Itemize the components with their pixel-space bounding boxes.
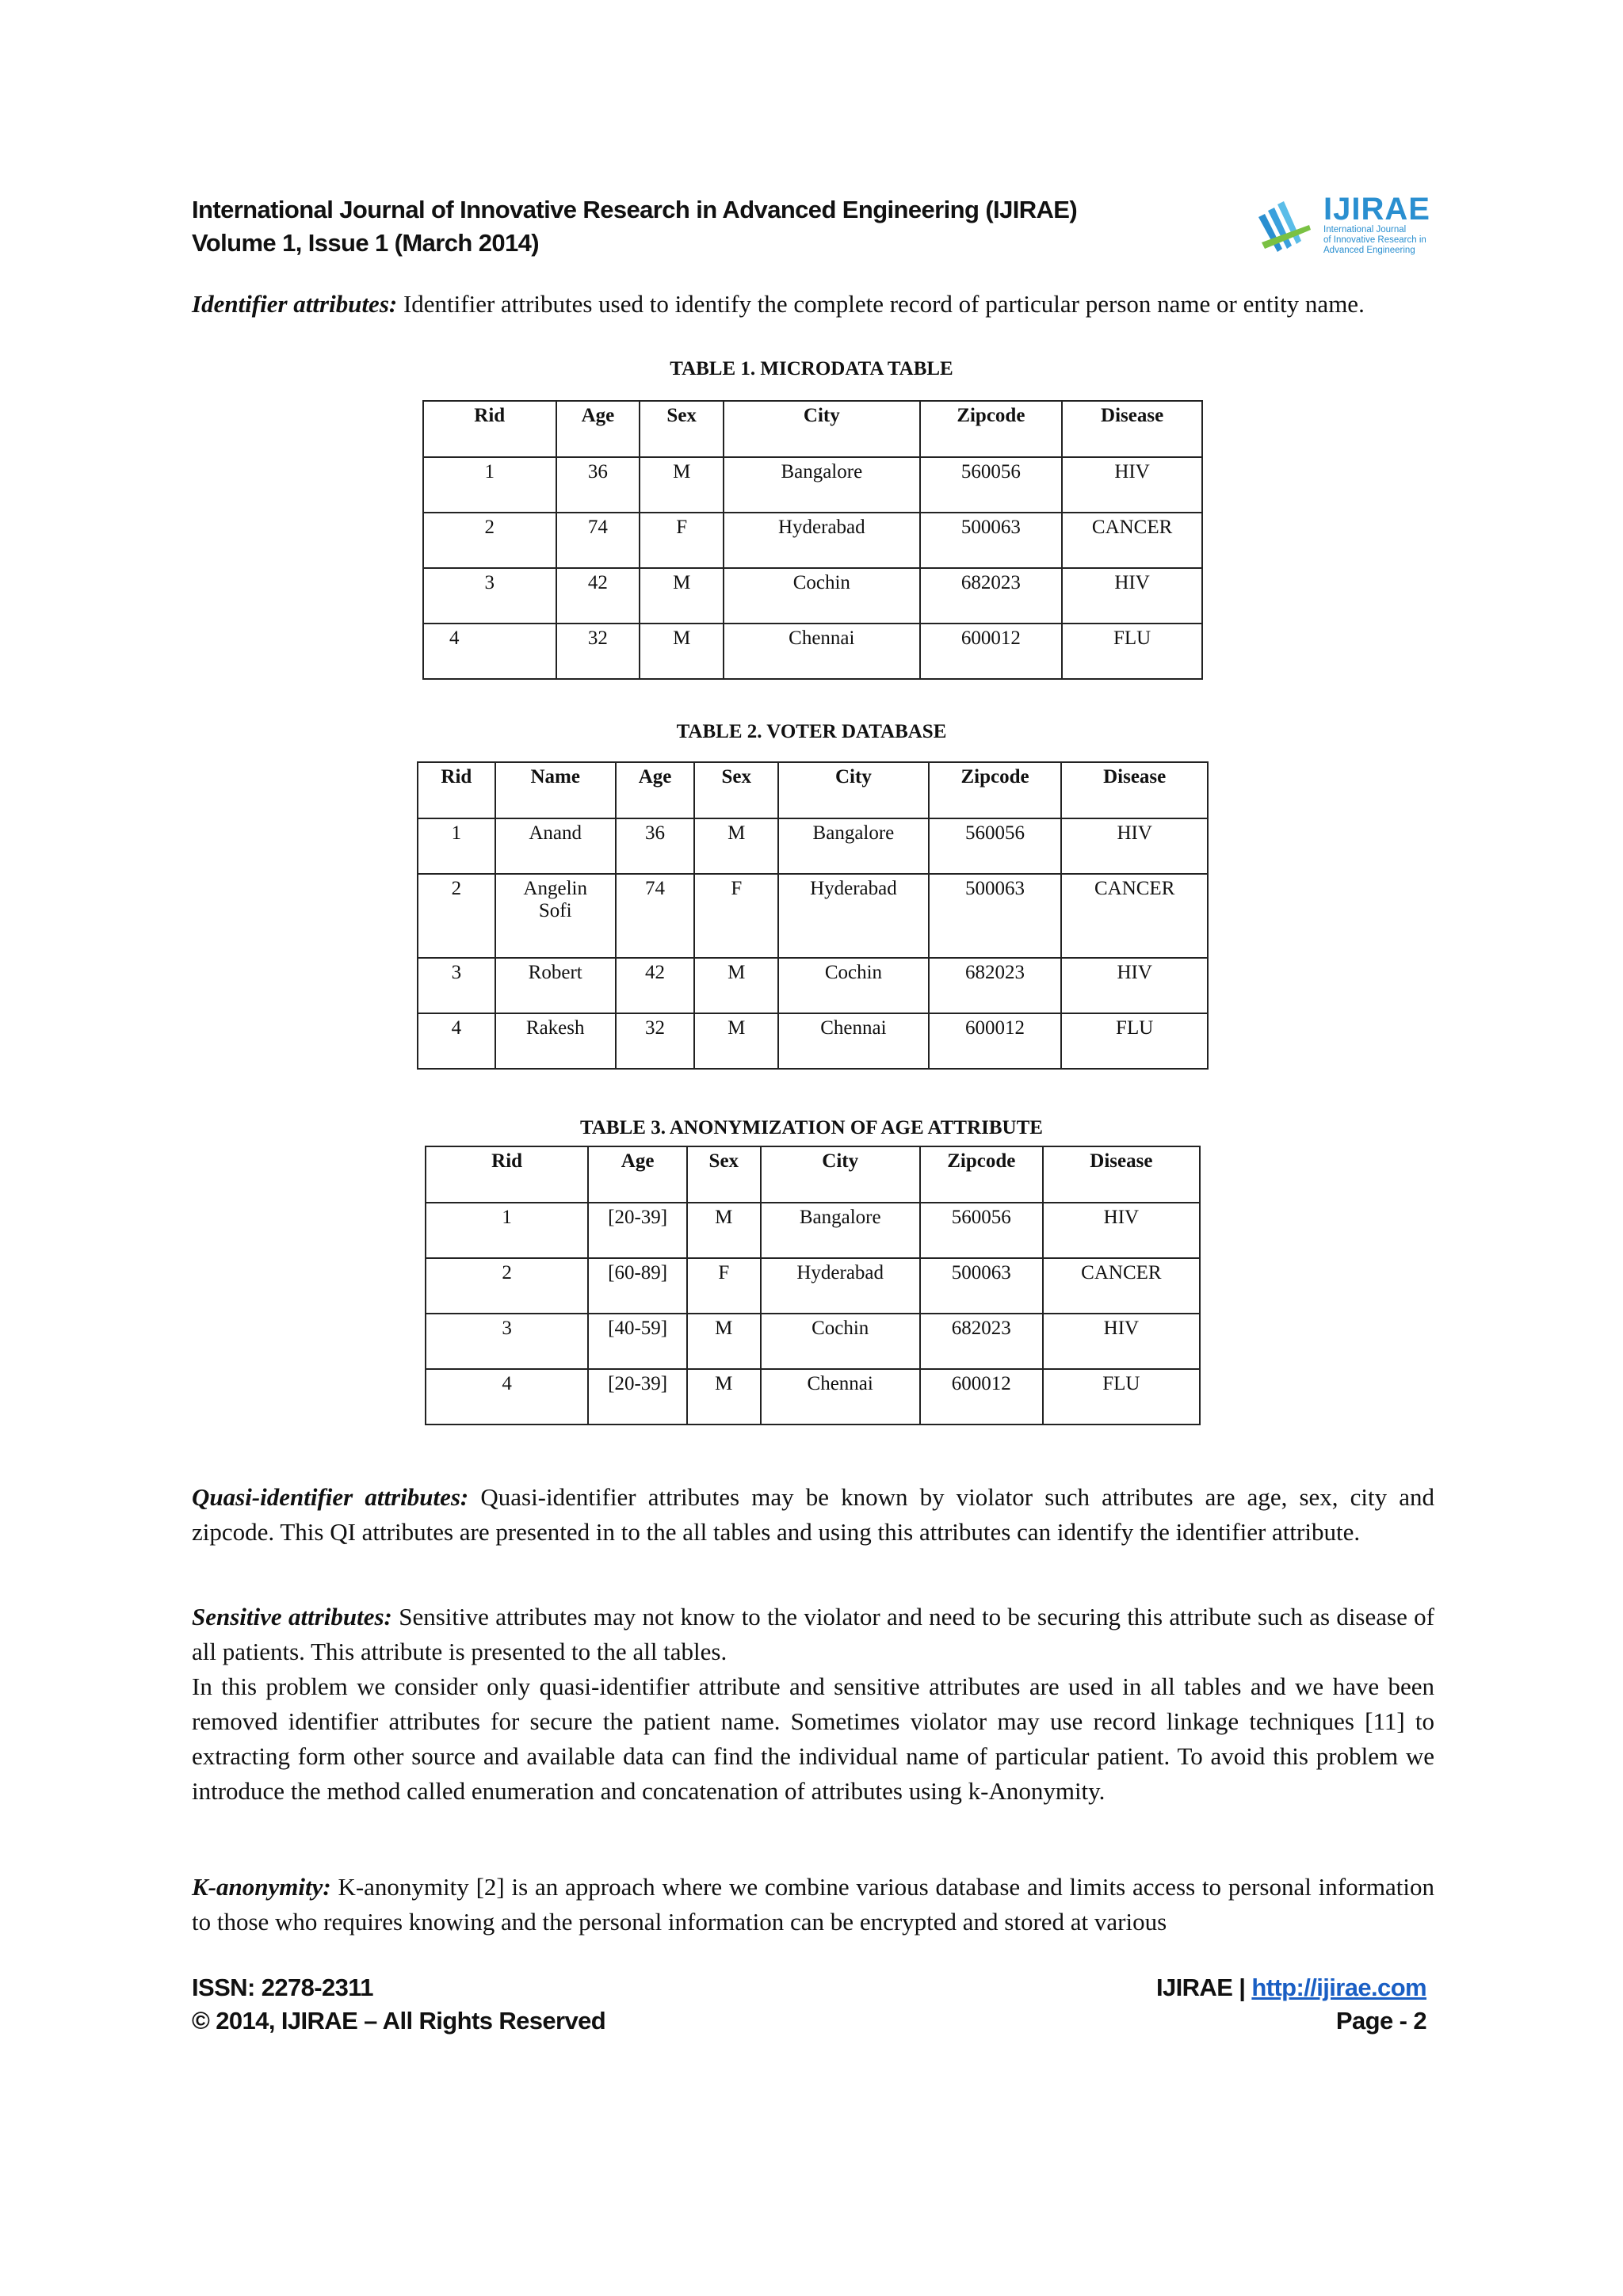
table-cell: 682023 <box>929 958 1062 1013</box>
table-cell: Rakesh <box>495 1013 616 1069</box>
table-cell: M <box>694 818 778 874</box>
table-cell: 500063 <box>929 874 1062 958</box>
table-cell: 1 <box>426 1203 588 1258</box>
table-cell: [20-39] <box>588 1369 687 1425</box>
sensitive-attributes-text: Sensitive attributes may not know to the violator and need to be securing this attribute such as disease of all patients. This attribute is presented to the all tables. <box>192 1603 1434 1665</box>
table-cell: Bangalore <box>778 818 929 874</box>
table-cell: 32 <box>616 1013 695 1069</box>
website-link[interactable]: http://ijirae.com <box>1251 1974 1426 2001</box>
table-row <box>423 624 1202 679</box>
identifier-attributes-paragraph <box>192 287 1434 322</box>
table-cell: Bangalore <box>761 1203 920 1258</box>
table-cell: M <box>687 1203 761 1258</box>
table-cell: CANCER <box>1043 1258 1200 1314</box>
column-header: Disease <box>1061 762 1208 818</box>
table-cell: M <box>687 1369 761 1425</box>
table-cell: F <box>687 1258 761 1314</box>
table-cell: CANCER <box>1061 874 1208 958</box>
table-cell: 4 <box>418 1013 495 1069</box>
table-cell: FLU <box>1043 1369 1200 1425</box>
table2-caption: TABLE 2. VOTER DATABASE <box>676 721 947 742</box>
table-cell: FLU <box>1061 1013 1208 1069</box>
table-cell: HIV <box>1061 958 1208 1013</box>
table-header-row <box>426 1146 1200 1203</box>
issn: ISSN: 2278-2311 <box>192 1974 373 2001</box>
quasi-identifier-text: Quasi-identifier attributes may be known by violator such attributes are age, sex, city and zipcode. This QI attributes are presented in to the all tables and using this attributes can identify the identifier attribute. <box>192 1483 1434 1546</box>
column-header: Sex <box>694 762 778 818</box>
table-cell: Cochin <box>724 568 919 624</box>
table-cell: HIV <box>1062 457 1202 513</box>
table-row <box>426 1314 1200 1369</box>
table-cell: CANCER <box>1062 513 1202 568</box>
table-cell: 3 <box>423 568 556 624</box>
table-cell: F <box>640 513 724 568</box>
table-row <box>423 457 1202 513</box>
k-anonymity-paragraph <box>192 1870 1434 1939</box>
column-header: Rid <box>423 401 556 457</box>
table-cell: Hyderabad <box>778 874 929 958</box>
column-header: City <box>778 762 929 818</box>
page-number: Page - 2 <box>1335 2007 1426 2035</box>
problem-statement-text: In this problem we consider only quasi-identifier attribute and sensitive attributes are used in all tables and we have been removed identifier attributes for secure the patient name. Sometimes violator may use record linkage techniques [11] to extracting form other source and available data can find the individual name of particular patient. To avoid this problem we introduce the method called enumeration and concatenation of attributes using k-Anonymity. <box>192 1672 1434 1805</box>
table-cell: M <box>640 624 724 679</box>
logo-subtitle-1: International Journal <box>1323 225 1407 235</box>
journal-logo <box>1254 193 1436 260</box>
table-cell: FLU <box>1062 624 1202 679</box>
table-cell: 74 <box>556 513 640 568</box>
sensitive-attributes-label: Sensitive attributes: <box>192 1603 392 1630</box>
column-header: City <box>724 401 919 457</box>
identifier-attributes-text: Identifier attributes used to identify the complete record of particular person name or entity name. <box>397 290 1365 318</box>
table-cell: Hyderabad <box>761 1258 920 1314</box>
table-cell: [20-39] <box>588 1203 687 1258</box>
microdata-table <box>422 400 1203 680</box>
table-cell: F <box>694 874 778 958</box>
table-cell: 36 <box>556 457 640 513</box>
table-cell: 74 <box>616 874 695 958</box>
table-cell: 3 <box>418 958 495 1013</box>
table-cell: 42 <box>616 958 695 1013</box>
table-cell: Cochin <box>761 1314 920 1369</box>
table-cell: Robert <box>495 958 616 1013</box>
table-row <box>418 818 1208 874</box>
table1-caption: TABLE 1. MICRODATA TABLE <box>670 358 953 379</box>
quasi-identifier-label: Quasi-identifier attributes: <box>192 1483 469 1511</box>
logo-swoosh-icon <box>1254 193 1325 260</box>
table-cell: 560056 <box>929 818 1062 874</box>
table-row <box>426 1203 1200 1258</box>
table-cell: 682023 <box>920 1314 1043 1369</box>
table-row <box>418 874 1208 958</box>
k-anonymity-label: K-anonymity: <box>192 1873 331 1901</box>
table-cell: 2 <box>426 1258 588 1314</box>
column-header: Sex <box>640 401 724 457</box>
column-header: City <box>761 1146 920 1203</box>
column-header: Zipcode <box>920 1146 1043 1203</box>
voter-database-table <box>417 761 1209 1070</box>
table-row <box>418 958 1208 1013</box>
table-cell: Bangalore <box>724 457 919 513</box>
table-cell: HIV <box>1043 1314 1200 1369</box>
logo-text: IJIRAE <box>1323 192 1430 227</box>
table-cell: 2 <box>418 874 495 958</box>
table-cell: Chennai <box>778 1013 929 1069</box>
table-cell: 500063 <box>920 1258 1043 1314</box>
table-cell: [60-89] <box>588 1258 687 1314</box>
table-header-row <box>423 401 1202 457</box>
k-anonymity-text: K-anonymity [2] is an approach where we combine various database and limits access to personal information to those who requires knowing and the personal information can be encrypted and stored at various <box>192 1873 1434 1936</box>
table-cell: 3 <box>426 1314 588 1369</box>
column-header: Zipcode <box>920 401 1063 457</box>
table-row <box>423 568 1202 624</box>
table-row <box>418 1013 1208 1069</box>
column-header: Rid <box>418 762 495 818</box>
quasi-identifier-paragraph <box>192 1480 1434 1550</box>
table-cell: Chennai <box>761 1369 920 1425</box>
column-header: Age <box>556 401 640 457</box>
table-cell: Hyderabad <box>724 513 919 568</box>
table-header-row <box>418 762 1208 818</box>
footer-right <box>1156 1971 1426 2038</box>
journal-volume: Volume 1, Issue 1 (March 2014) <box>192 229 540 257</box>
table-cell: 42 <box>556 568 640 624</box>
table-cell: HIV <box>1061 818 1208 874</box>
table-cell: 36 <box>616 818 695 874</box>
table-cell: 500063 <box>920 513 1063 568</box>
table-row <box>426 1369 1200 1425</box>
table-cell: 1 <box>418 818 495 874</box>
column-header: Rid <box>426 1146 588 1203</box>
table-cell: 4 <box>423 624 556 679</box>
table-row <box>426 1258 1200 1314</box>
table-cell: 560056 <box>920 457 1063 513</box>
table-cell: M <box>694 958 778 1013</box>
identifier-attributes-label: Identifier attributes: <box>192 290 398 318</box>
table-cell: Cochin <box>778 958 929 1013</box>
table-row <box>423 513 1202 568</box>
table-cell: HIV <box>1043 1203 1200 1258</box>
footer-left <box>192 1971 605 2038</box>
table-cell: 600012 <box>920 1369 1043 1425</box>
table-cell: Anand <box>495 818 616 874</box>
table-cell: 4 <box>426 1369 588 1425</box>
table3-caption: TABLE 3. ANONYMIZATION OF AGE ATTRIBUTE <box>580 1117 1043 1138</box>
column-header: Sex <box>687 1146 761 1203</box>
table-cell: Chennai <box>724 624 919 679</box>
table-cell: 32 <box>556 624 640 679</box>
column-header: Disease <box>1043 1146 1200 1203</box>
column-header: Disease <box>1062 401 1202 457</box>
table-cell: 1 <box>423 457 556 513</box>
footer-brand: IJIRAE | <box>1155 1974 1246 2001</box>
table-cell: 2 <box>423 513 556 568</box>
column-header: Name <box>495 762 616 818</box>
copyright: © 2014, IJIRAE – All Rights Reserved <box>192 2007 606 2035</box>
column-header: Age <box>616 762 695 818</box>
logo-subtitle-3: Advanced Engineering <box>1323 246 1415 255</box>
table-cell: 560056 <box>920 1203 1043 1258</box>
table-cell: 600012 <box>929 1013 1062 1069</box>
logo-subtitle-2: of Innovative Research in <box>1323 235 1426 245</box>
column-header: Age <box>588 1146 687 1203</box>
journal-header <box>192 193 1077 260</box>
column-header: Zipcode <box>929 762 1062 818</box>
table-cell: M <box>640 457 724 513</box>
table-cell: [40-59] <box>588 1314 687 1369</box>
journal-title: International Journal of Innovative Research in Advanced Engineering (IJIRAE) <box>192 196 1078 223</box>
table-cell: M <box>687 1314 761 1369</box>
sensitive-attributes-paragraph <box>192 1600 1434 1809</box>
table-cell: Angelin Sofi <box>495 874 616 958</box>
table-cell: 600012 <box>920 624 1063 679</box>
age-anonymization-table <box>425 1146 1201 1425</box>
table-cell: HIV <box>1062 568 1202 624</box>
table-cell: M <box>640 568 724 624</box>
table-cell: M <box>694 1013 778 1069</box>
table-cell: 682023 <box>920 568 1063 624</box>
